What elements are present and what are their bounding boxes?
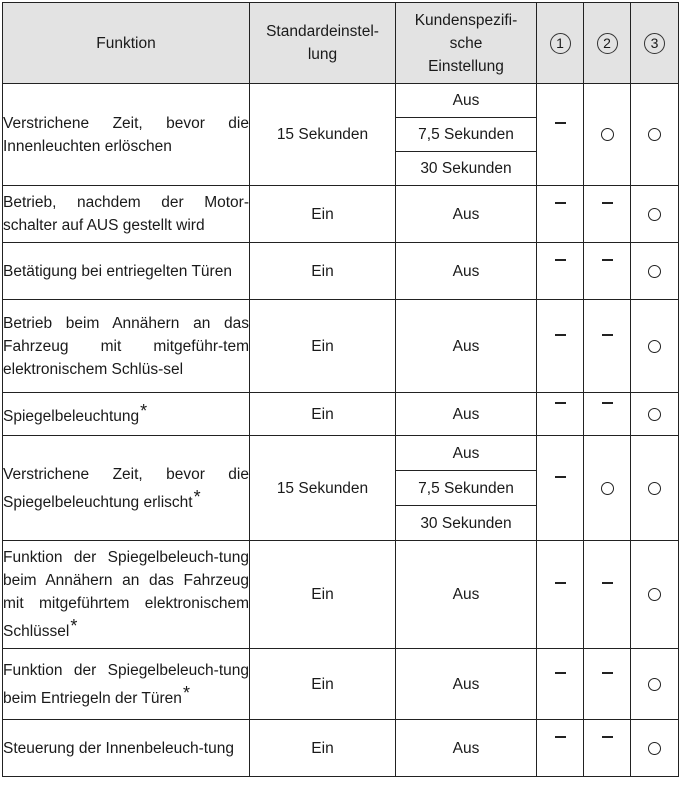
function-text: Betätigung bei entriegelten Türen	[3, 262, 232, 280]
table-body	[3, 84, 679, 777]
header-row	[3, 3, 679, 84]
availability-cell	[631, 243, 679, 300]
table-row	[3, 243, 679, 300]
custom-setting-cell: Aus	[396, 84, 537, 118]
function-cell	[3, 84, 250, 186]
availability-cell	[631, 186, 679, 243]
availability-cell	[631, 84, 679, 186]
circle-mark-icon	[601, 128, 614, 141]
custom-setting-cell: Aus	[396, 541, 537, 649]
availability-cell	[537, 436, 584, 541]
availability-cell	[631, 393, 679, 436]
header-standard	[250, 3, 396, 84]
availability-cell	[631, 300, 679, 393]
standard-setting-cell: 15 Sekunden	[250, 84, 396, 186]
header-custom-line2: sche	[449, 34, 483, 52]
availability-cell	[537, 393, 584, 436]
availability-cell	[631, 649, 679, 720]
table-row	[3, 720, 679, 777]
availability-cell	[631, 436, 679, 541]
custom-setting-cell: Aus	[396, 300, 537, 393]
circle-mark-icon	[648, 588, 661, 601]
table-row	[3, 541, 679, 649]
header-custom	[396, 3, 537, 84]
function-cell	[3, 186, 250, 243]
function-text: Betrieb beim Annähern an das Fahrzeug mit mitgeführ-tem elektronischem Schlüs-sel	[3, 314, 249, 378]
availability-cell	[631, 720, 679, 777]
availability-cell	[631, 541, 679, 649]
dash-mark-icon	[602, 672, 613, 697]
availability-cell	[584, 300, 631, 393]
standard-setting-cell: Ein	[250, 300, 396, 393]
dash-mark-icon	[602, 202, 613, 227]
standard-setting-cell: 15 Sekunden	[250, 436, 396, 541]
dash-mark-icon	[602, 259, 613, 284]
circle-mark-icon	[648, 208, 661, 221]
dash-mark-icon	[555, 122, 566, 147]
dash-mark-icon	[602, 582, 613, 607]
custom-setting-cell: Aus	[396, 243, 537, 300]
standard-setting-cell: Ein	[250, 243, 396, 300]
dash-mark-icon	[555, 736, 566, 761]
custom-setting-cell: 7,5 Sekunden	[396, 118, 537, 152]
availability-cell	[537, 720, 584, 777]
custom-setting-cell: Aus	[396, 393, 537, 436]
dash-mark-icon	[602, 402, 613, 427]
custom-setting-cell: 30 Sekunden	[396, 152, 537, 186]
function-text: Funktion der Spiegelbeleuch-tung beim Entriegeln der Türen	[3, 661, 249, 707]
circle-mark-icon	[648, 482, 661, 495]
asterisk-footnote-mark: *	[182, 682, 190, 703]
dash-mark-icon	[555, 259, 566, 284]
standard-setting-cell: Ein	[250, 186, 396, 243]
availability-cell	[584, 84, 631, 186]
dash-mark-icon	[602, 736, 613, 761]
circle-mark-icon	[648, 678, 661, 691]
standard-setting-cell: Ein	[250, 649, 396, 720]
table-row	[3, 84, 679, 118]
availability-cell	[584, 436, 631, 541]
custom-setting-cell: 7,5 Sekunden	[396, 471, 537, 506]
table-row	[3, 300, 679, 393]
function-text: Verstrichene Zeit, bevor die Innenleuchten erlöschen	[3, 114, 249, 155]
availability-cell	[537, 300, 584, 393]
function-text: Funktion der Spiegelbeleuch-tung beim Annähern an das Fahrzeug mit mitgeführtem elektronischem Schlüssel	[3, 549, 249, 640]
circle-mark-icon	[648, 742, 661, 755]
header-col3	[631, 3, 679, 84]
circle-mark-icon	[648, 340, 661, 353]
circled-number-3: 3	[644, 33, 665, 54]
dash-mark-icon	[555, 476, 566, 501]
function-cell	[3, 436, 250, 541]
dash-mark-icon	[555, 202, 566, 227]
function-text: Verstrichene Zeit, bevor die Spiegelbeleuchtung erlischt	[3, 465, 249, 511]
function-cell	[3, 243, 250, 300]
availability-cell	[584, 649, 631, 720]
availability-cell	[584, 541, 631, 649]
header-custom-line3: Einstellung	[428, 57, 504, 75]
header-custom-line1: Kundenspezifi-	[414, 11, 518, 29]
circle-mark-icon	[648, 408, 661, 421]
header-standard-line2: lung	[307, 46, 338, 63]
availability-cell	[537, 243, 584, 300]
header-col1	[537, 3, 584, 84]
table-row	[3, 436, 679, 471]
custom-setting-cell: Aus	[396, 186, 537, 243]
function-cell	[3, 393, 250, 436]
availability-cell	[584, 243, 631, 300]
custom-setting-cell: Aus	[396, 649, 537, 720]
circle-mark-icon	[601, 482, 614, 495]
function-cell	[3, 720, 250, 777]
standard-setting-cell: Ein	[250, 720, 396, 777]
circled-number-2: 2	[597, 33, 618, 54]
custom-setting-cell: Aus	[396, 720, 537, 777]
circle-mark-icon	[648, 128, 661, 141]
custom-setting-cell: Aus	[396, 436, 537, 471]
asterisk-footnote-mark: *	[70, 616, 78, 636]
table-row	[3, 393, 679, 436]
header-funktion: Funktion	[3, 3, 250, 84]
header-standard-line1: Standardeinstel-	[266, 23, 379, 40]
dash-mark-icon	[602, 334, 613, 359]
function-cell	[3, 300, 250, 393]
function-text: Spiegelbeleuchtung	[3, 408, 140, 425]
availability-cell	[584, 720, 631, 777]
availability-cell	[584, 393, 631, 436]
dash-mark-icon	[555, 402, 566, 427]
availability-cell	[584, 186, 631, 243]
availability-cell	[537, 649, 584, 720]
dash-mark-icon	[555, 672, 566, 697]
header-col2	[584, 3, 631, 84]
function-text: Steuerung der Innenbeleuch-tung	[3, 739, 234, 757]
asterisk-footnote-mark: *	[140, 401, 148, 421]
availability-cell	[537, 541, 584, 649]
table-row	[3, 186, 679, 243]
standard-setting-cell: Ein	[250, 393, 396, 436]
circle-mark-icon	[648, 265, 661, 278]
availability-cell	[537, 84, 584, 186]
dash-mark-icon	[555, 582, 566, 607]
function-text: Betrieb, nachdem der Motor-schalter auf AUS gestellt wird	[3, 194, 249, 234]
table-row	[3, 649, 679, 720]
asterisk-footnote-mark: *	[193, 486, 201, 507]
custom-setting-cell: 30 Sekunden	[396, 506, 537, 541]
function-cell	[3, 649, 250, 720]
dash-mark-icon	[555, 334, 566, 359]
function-cell	[3, 541, 250, 649]
availability-cell	[537, 186, 584, 243]
settings-table	[2, 2, 679, 777]
standard-setting-cell: Ein	[250, 541, 396, 649]
circled-number-1: 1	[550, 33, 571, 54]
